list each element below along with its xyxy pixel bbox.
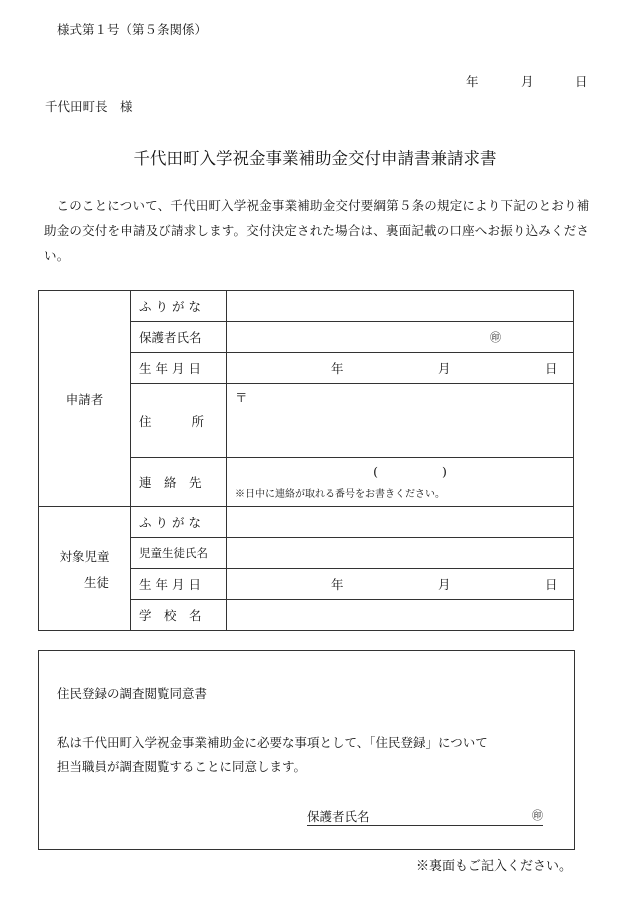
consent-title: 住民登録の調査閲覧同意書 [57,686,208,701]
applicant-furigana-label: ふりがな [131,291,227,322]
date-year-label: 年 [466,74,479,89]
child-birth-label: 生年月日 [131,569,227,600]
paren-open: ( [373,464,378,479]
addressee: 千代田町長 様 [45,99,133,114]
contact-note: ※日中に連絡が取れる番号をお書きください。 [235,489,445,500]
school-name-field[interactable] [227,600,574,631]
consent-box [38,650,575,850]
contact-field[interactable] [227,458,574,507]
child-birth-field[interactable] [227,569,574,600]
child-group-label: 対象児童 生徒 [39,507,131,631]
guardian-name-field[interactable] [227,322,574,353]
address-field[interactable] [227,384,574,458]
consent-text-line-2: 担当職員が調査閲覧することに同意します。 [57,759,307,774]
birth-day-label: 日 [545,361,558,376]
page-title: 千代田町入学祝金事業補助金交付申請書兼請求書 [133,149,497,168]
child-furigana-label: ふりがな [131,507,227,538]
seal-mark: ㊞ [490,331,501,344]
address-label: 住 所 [131,384,227,458]
date-month-label: 月 [521,74,534,89]
application-table [38,290,574,631]
guardian-name-label: 保護者氏名 [131,322,227,353]
birth-month-label: 月 [438,361,451,376]
birth-month-label: 月 [438,577,451,592]
applicant-birth-field[interactable] [227,353,574,384]
form-number: 様式第１号（第５条関係） [57,22,208,37]
contact-label: 連 絡 先 [131,458,227,507]
table-row [39,291,574,322]
child-name-label: 児童生徒氏名 [131,538,227,569]
birth-day-label: 日 [545,577,558,592]
paren-close: ) [442,464,447,479]
school-name-label: 学 校 名 [131,600,227,631]
birth-year-label: 年 [331,577,344,592]
table-row [39,507,574,538]
applicant-birth-label: 生年月日 [131,353,227,384]
applicant-furigana-field[interactable] [227,291,574,322]
child-name-field[interactable] [227,538,574,569]
body-text: このことについて、千代田町入学祝金事業補助金交付要綱第５条の規定により下記のとおり補助金の交付を申請及び請求します。交付決定された場合は、裏面記載の口座へお振り込みください。 [44,198,590,263]
footer-note: ※裏面もご記入ください。 [415,859,572,874]
date-day-label: 日 [575,74,588,89]
child-furigana-field[interactable] [227,507,574,538]
seal-mark: ㊞ [532,809,543,822]
consent-signature-line[interactable] [307,807,543,826]
postal-mark: 〒 [235,390,248,405]
birth-year-label: 年 [331,361,344,376]
consent-text-line-1: 私は千代田町入学祝金事業補助金に必要な事項として、「住民登録」について [57,735,488,750]
consent-signature-label: 保護者氏名 [307,809,370,824]
applicant-group-label: 申請者 [39,291,131,507]
